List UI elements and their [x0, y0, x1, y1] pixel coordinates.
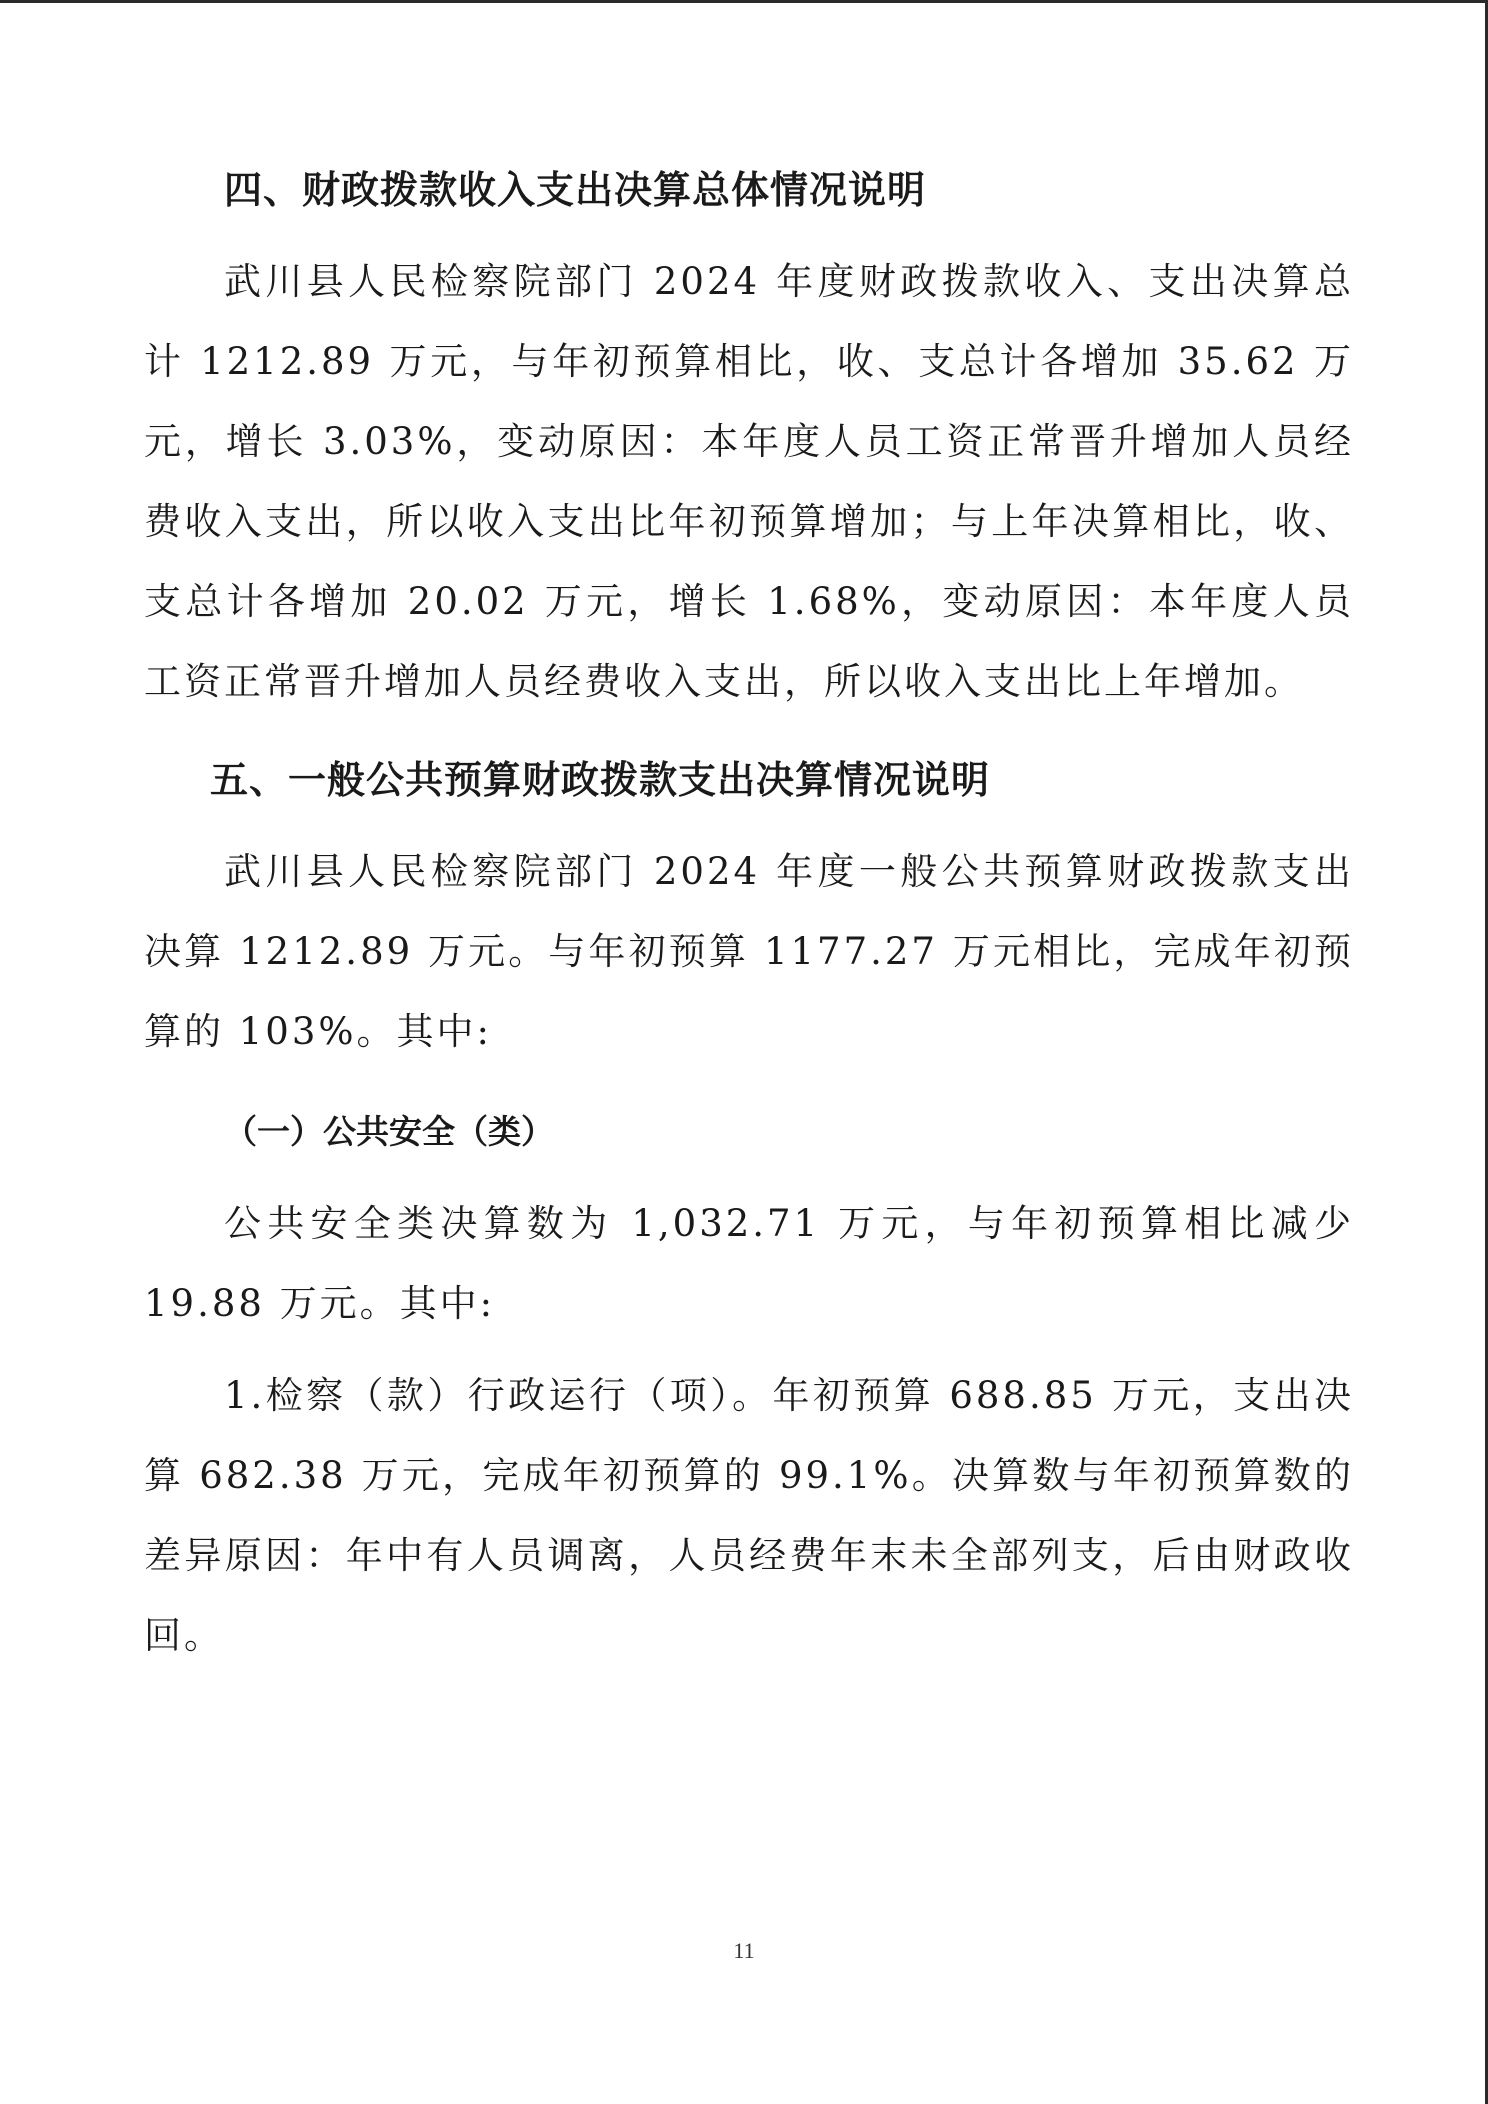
section5-paragraph: 武川县人民检察院部门 2024 年度一般公共预算财政拨款支出决算 1212.89 万元。与年初预算 1177.27 万元相比，完成年初预算的 103%。其中: — [144, 850, 1354, 1053]
document-body — [144, 150, 1354, 1676]
section4-heading: 四、财政拨款收入支出决算总体情况说明 — [224, 168, 927, 212]
subsection1-heading: （一）公共安全（类） — [224, 1112, 554, 1151]
page-edge-top — [0, 0, 1488, 3]
subsection1-paragraph: 公共安全类决算数为 1,032.71 万元，与年初预算相比减少 19.88 万元。其中: — [144, 1202, 1354, 1325]
section5-heading: 五、一般公共预算财政拨款支出决算情况说明 — [210, 758, 991, 802]
subsection1-item1: 1.检察（款）行政运行（项）。年初预算 688.85 万元，支出决算 682.38 万元，完成年初预算的 99.1%。决算数与年初预算数的差异原因：年中有人员调离，人员经费年末未全部列支，后由财政收回。 — [144, 1374, 1354, 1657]
section4-paragraph: 武川县人民检察院部门 2024 年度财政拨款收入、支出决算总计 1212.89 万元，与年初预算相比，收、支总计各增加 35.62 万元，增长 3.03%，变动原因：本年度人员工资正常晋升增加人员经费收入支出，所以收入支出比年初预算增加；与上年决算相比，收、支总计各增加 20.02 万元，增长 1.68%，变动原因：本年度人员工资正常晋升增加人员经费收入支出，所以收入支出比上年增加。 — [144, 260, 1354, 703]
page-number: 11 — [733, 1938, 755, 1963]
